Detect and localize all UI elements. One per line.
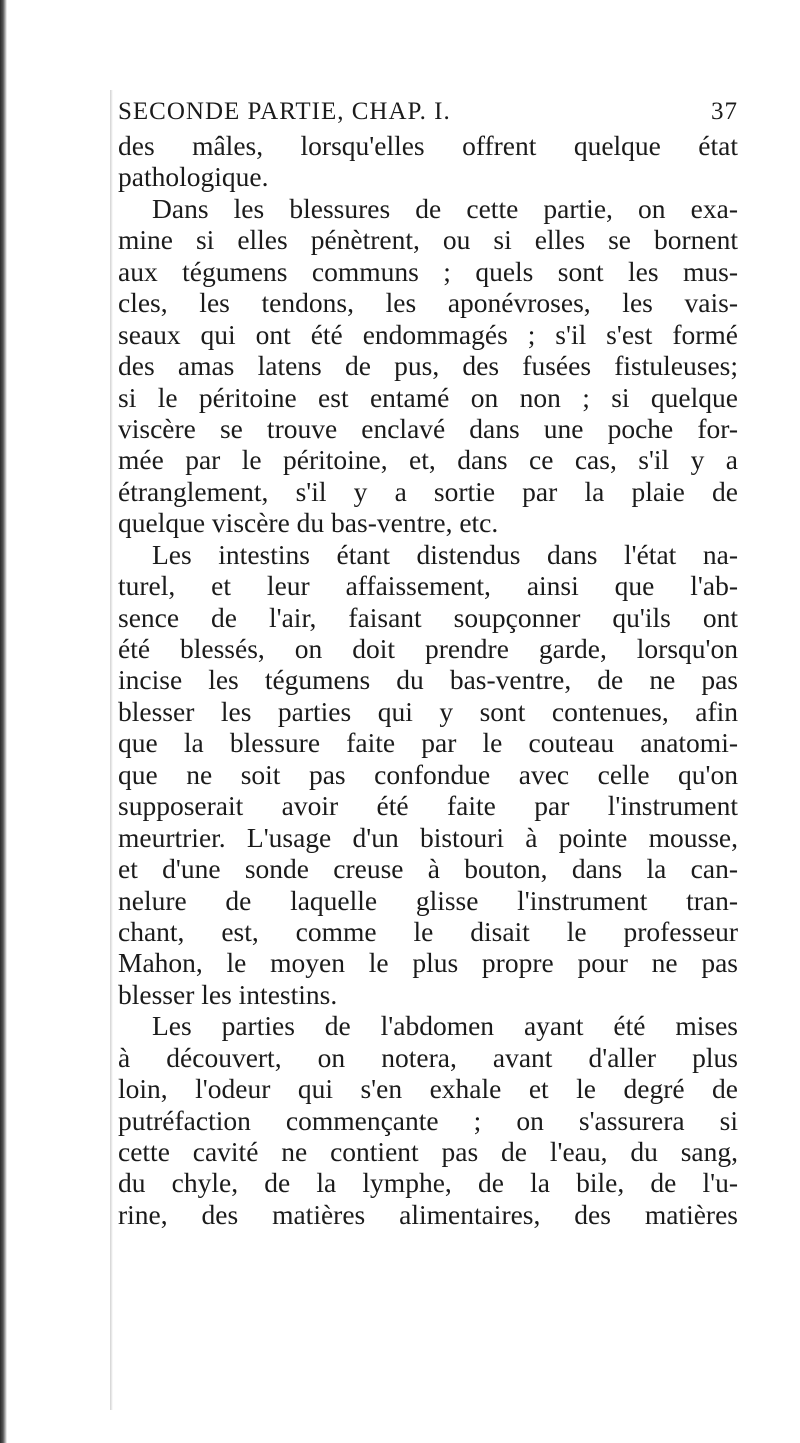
text-line: Mahon, le moyen le plus propre pour ne pas [118,947,738,979]
text-line: rine, des matières alimentaires, des matières [118,1198,738,1230]
text-line: blesser les intestins. [118,978,338,1010]
text-line: chant, est, comme le disait le professeur [118,915,738,947]
page-number: 37 [711,98,738,125]
text-line: seaux qui ont été endommagés ; s'il s'est formé [118,318,738,350]
text-line: étranglement, s'il y a sortie par la plaie de [118,475,738,507]
text-line: des mâles, lorsqu'elles offrent quelque état [118,130,738,161]
text-line: quelque viscère du bas-ventre, etc. [118,507,499,539]
text-line: été blessés, on doit prendre garde, lorsqu'on [118,633,738,664]
text-line: viscère se trouve enclavé dans une poche for- [118,412,738,444]
page-binding-edge [0,0,7,1443]
running-head-title: SECONDE PARTIE, CHAP. I. [118,98,451,125]
text-line: sence de l'air, faisant soupçonner qu'ils ont [118,601,738,633]
text-line: meurtrier. L'usage d'un bistouri à pointe mousse, [118,821,738,853]
text-line: blesser les parties qui y sont contenues, afin [118,695,738,727]
running-head [118,94,738,134]
text-line: incise les tégumens du bas-ventre, de ne pas [118,664,738,696]
text-line: aux tégumens communs ; quels sont les mus- [118,255,738,287]
text-line: mine si elles pénètrent, ou si elles se bornent [118,224,738,256]
text-line: putréfaction commençante ; on s'assurera si [118,1104,738,1136]
text-line: du chyle, de la lymphe, de la bile, de l'u- [118,1167,738,1199]
text-line: et d'une sonde creuse à bouton, dans la can- [118,853,738,885]
text-line: que ne soit pas confondue avec celle qu'on [118,758,738,790]
text-line: Les intestins étant distendus dans l'état na- [152,538,738,570]
text-line: nelure de laquelle glisse l'instrument tran- [118,884,738,916]
text-line: que la blessure faite par le couteau anatomi- [118,727,738,759]
text-line: Dans les blessures de cette partie, on exa- [152,192,738,224]
text-line: cles, les tendons, les aponévroses, les vais- [118,287,738,319]
text-line: supposerait avoir été faite par l'instrument [118,790,738,822]
text-line: mée par le péritoine, et, dans ce cas, s'il y a [118,444,738,476]
text-line: Les parties de l'abdomen ayant été mises [152,1010,738,1042]
text-line: pathologique. [118,161,269,193]
text-line: loin, l'odeur qui s'en exhale et le degré de [118,1073,738,1105]
text-line: à découvert, on notera, avant d'aller plus [118,1041,738,1073]
text-line: des amas latens de pus, des fusées fistuleuses; [118,350,738,382]
body-text [118,130,738,1230]
text-line: turel, et leur affaissement, ainsi que l'ab- [118,570,738,602]
text-line: si le péritoine est entamé on non ; si quelque [118,381,738,413]
gutter-shadow [110,90,113,1410]
text-line: cette cavité ne contient pas de l'eau, du sang, [118,1136,738,1167]
